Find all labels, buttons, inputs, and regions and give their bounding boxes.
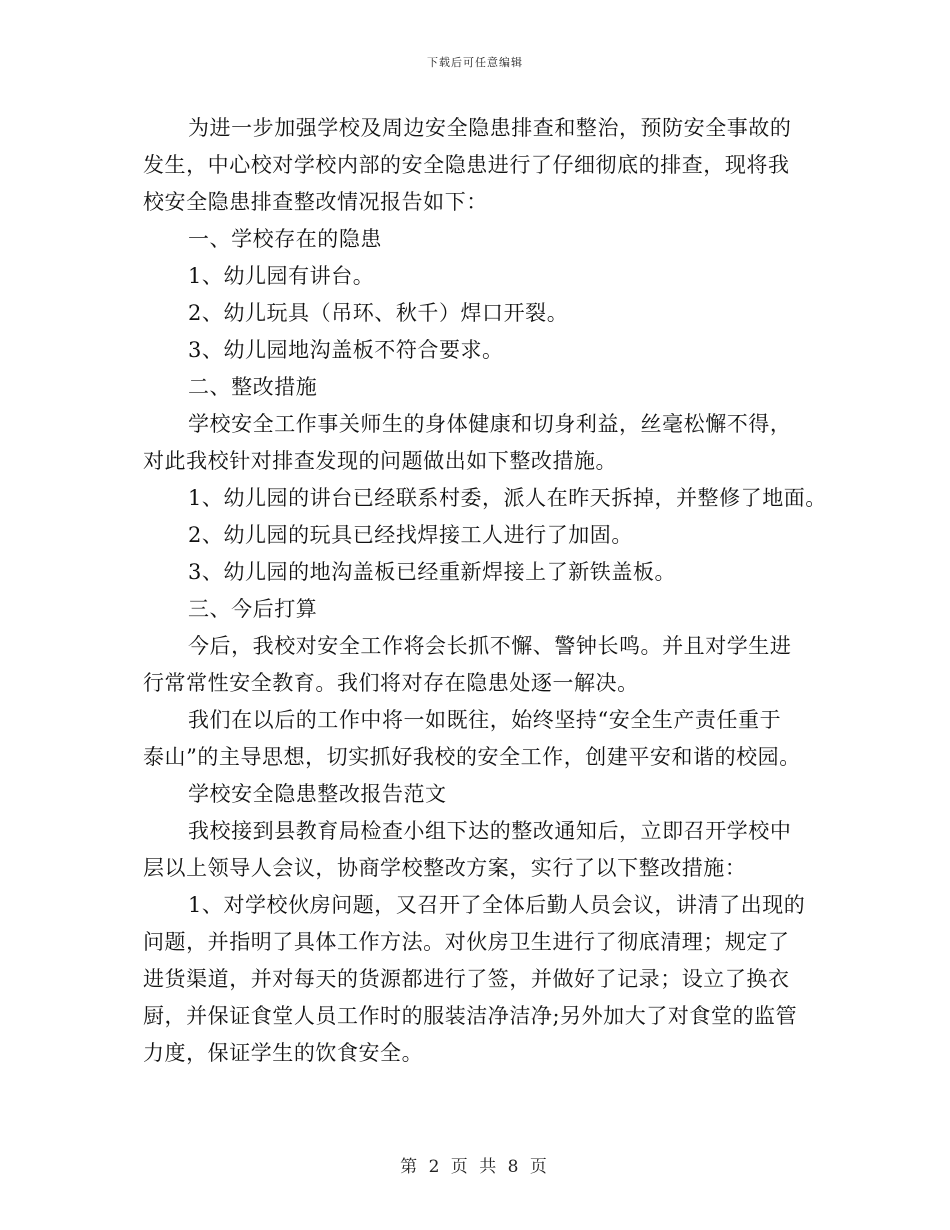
- text-line: 我校接到县教育局检查小组下达的整改通知后，立即召开学校中: [188, 819, 792, 843]
- text-line: 三、今后打算: [188, 597, 318, 621]
- text-line: 学校安全工作事关师生的身体健康和切身利益，丝毫松懈不得，: [188, 412, 792, 436]
- text-line: 我们在以后的工作中将一如既往，始终坚持“安全生产责任重于: [188, 708, 782, 732]
- text-line: 进货渠道，并对每天的货源都进行了签，并做好了记录；设立了换衣: [143, 967, 790, 991]
- text-line: 1、幼儿园的讲台已经联系村委，派人在昨天拆掉，并整修了地面。: [188, 486, 827, 510]
- text-line: 1、对学校伙房问题，又召开了全体后勤人员会议，讲清了出现的: [188, 893, 806, 917]
- text-line: 二、整改措施: [188, 375, 318, 399]
- text-line: 为进一步加强学校及周边安全隐患排查和整治，预防安全事故的: [188, 116, 792, 140]
- text-line: 3、幼儿园的地沟盖板已经重新焊接上了新铁盖板。: [188, 560, 677, 584]
- text-line: 3、幼儿园地沟盖板不符合要求。: [188, 338, 504, 362]
- text-line: 发生，中心校对学校内部的安全隐患进行了仔细彻底的排查，现将我: [143, 153, 790, 177]
- text-line: 问题，并指明了具体工作方法。对伙房卫生进行了彻底清理；规定了: [143, 930, 790, 954]
- page-header: 下载后可任意编辑: [427, 56, 523, 69]
- text-line: 校安全隐患排查整改情况报告如下：: [143, 190, 488, 214]
- text-line: 2、幼儿玩具（吊环、秋千）焊口开裂。: [188, 301, 569, 325]
- text-line: 学校安全隐患整改报告范文: [188, 782, 447, 806]
- text-line: 2、幼儿园的玩具已经找焊接工人进行了加固。: [188, 523, 633, 547]
- text-line: 行常常性安全教育。我们将对存在隐患处逐一解决。: [143, 671, 639, 695]
- text-line: 一、学校存在的隐患: [188, 227, 382, 251]
- text-line: 泰山”的主导思想，切实抓好我校的安全工作，创建平安和谐的校园。: [143, 745, 801, 769]
- text-line: 1、幼儿园有讲台。: [188, 264, 375, 288]
- text-line: 层以上领导人会议，协商学校整改方案，实行了以下整改措施：: [143, 856, 747, 880]
- text-line: 厨，并保证食堂人员工作时的服装洁净洁净;另外加大了对食堂的监管: [143, 1004, 798, 1028]
- text-line: 力度，保证学生的饮食安全。: [143, 1041, 424, 1065]
- text-line: 对此我校针对排查发现的问题做出如下整改措施。: [143, 449, 618, 473]
- document-body: [143, 110, 833, 1072]
- page-footer: 第 2 页 共 8 页: [400, 1157, 550, 1177]
- text-line: 今后，我校对安全工作将会长抓不懈、警钟长鸣。并且对学生进: [188, 634, 792, 658]
